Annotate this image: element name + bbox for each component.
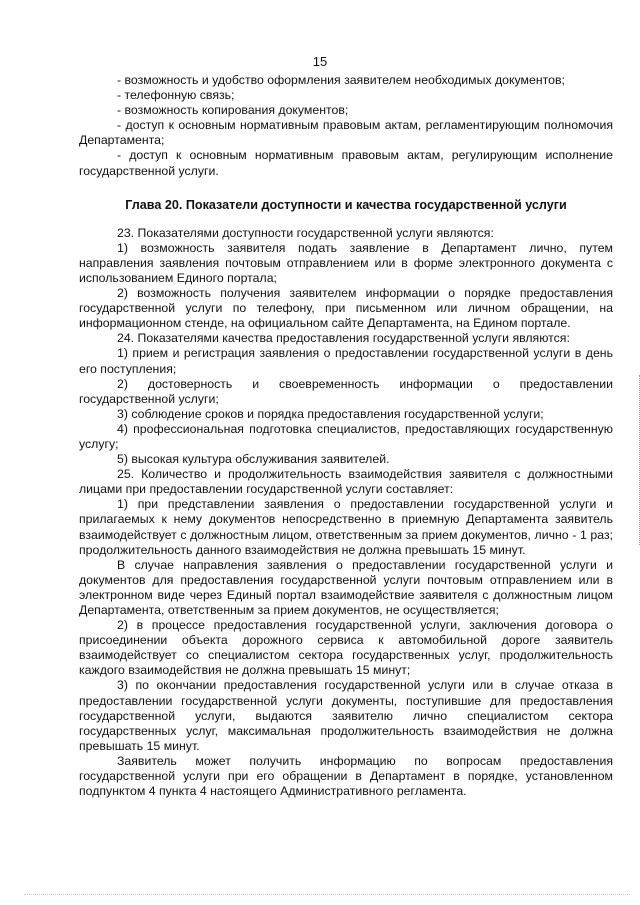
paragraph: 24. Показателями качества предоставления государственной услуги являются: xyxy=(117,331,570,346)
list-item: - возможность копирования документов; xyxy=(117,103,349,118)
paragraph: 1) прием и регистрация заявления о предоставлении государственной услуги в день его поступления; xyxy=(79,346,613,376)
paragraph: 2) в процессе предоставления государственной услуги, заключения договора о присоединении объекта дорожного сервиса к автомобильной дороге заявитель взаимодействует со специалистом сектора государственных услуг, продолжительность каждого взаимодействия не должна превышать 15 минут; xyxy=(79,618,613,678)
paragraph: 23. Показателями доступности государственной услуги являются: xyxy=(117,225,494,240)
list-item: - доступ к основным нормативным правовым актам, регламентирующим полномочия Департамента; xyxy=(79,118,613,148)
paragraph: Заявитель может получить информацию по вопросам предоставления государственной услуги при его обращении в Департамент в порядке, установленном подпунктом 4 пункта 4 настоящего Административного регламента. xyxy=(79,753,613,799)
chapter-heading: Глава 20. Показатели доступности и качества государственной услуги xyxy=(125,197,567,212)
paragraph: 5) высокая культура обслуживания заявителей. xyxy=(117,452,390,467)
list-item: - доступ к основным нормативным правовым актам, регулирующим исполнение государственной услуги. xyxy=(79,148,613,178)
page-number: 15 xyxy=(312,54,328,69)
paragraph: 2) достоверность и своевременность информации о предоставлении государственной услуги; xyxy=(79,376,613,406)
paragraph: 2) возможность получения заявителем информации о порядке предоставления государственной услуги по телефону, при письменном или личном обращении, на информационном стенде, на официальном сайте Департамента, на Едином портале. xyxy=(79,286,613,331)
scan-bottom-line xyxy=(24,894,630,895)
paragraph: 1) при представлении заявления о предоставлении государственной услуги и прилагаемых к нему документов непосредственно в приемную Департамента заявитель взаимодействует с должностным лицом, ответственным за прием документов, лично - 1 раз; продолжительность данного взаимодействия не должна превышать 15 минут. xyxy=(79,497,613,557)
paragraph: 3) по окончании предоставления государственной услуги или в случае отказа в предоставлении государственной услуги документы, поступившие для предоставления государственной услуги, выдаются заявителю лично специалистом сектора государственных услуг, максимальная продолжительность взаимодействия не должна превышать 15 минут. xyxy=(79,678,613,753)
paragraph: 25. Количество и продолжительность взаимодействия заявителя с должностными лицами при предоставлении государственной услуги составляет: xyxy=(79,467,613,497)
list-item: - возможность и удобство оформления заявителем необходимых документов; xyxy=(117,73,565,87)
paragraph: В случае направления заявления о предоставлении государственной услуги и документов для предоставления государственной услуги почтовым отправлением или в электронном виде через Единый портал взаимодействие заявителя с должностным лицом Департамента, ответственным за прием документов, не осуществляется; xyxy=(79,557,613,617)
page-content xyxy=(79,73,613,799)
paragraph: 1) возможность заявителя подать заявление в Департамент лично, путем направления заявления почтовым отправлением или в форме электронного документа с использованием Единого портала; xyxy=(79,240,613,285)
list-item: - телефонную связь; xyxy=(117,88,235,103)
paragraph: 4) профессиональная подготовка специалистов, предоставляющих государственную услугу; xyxy=(79,421,613,451)
paragraph: 3) соблюдение сроков и порядка предоставления государственной услуги; xyxy=(117,406,544,421)
